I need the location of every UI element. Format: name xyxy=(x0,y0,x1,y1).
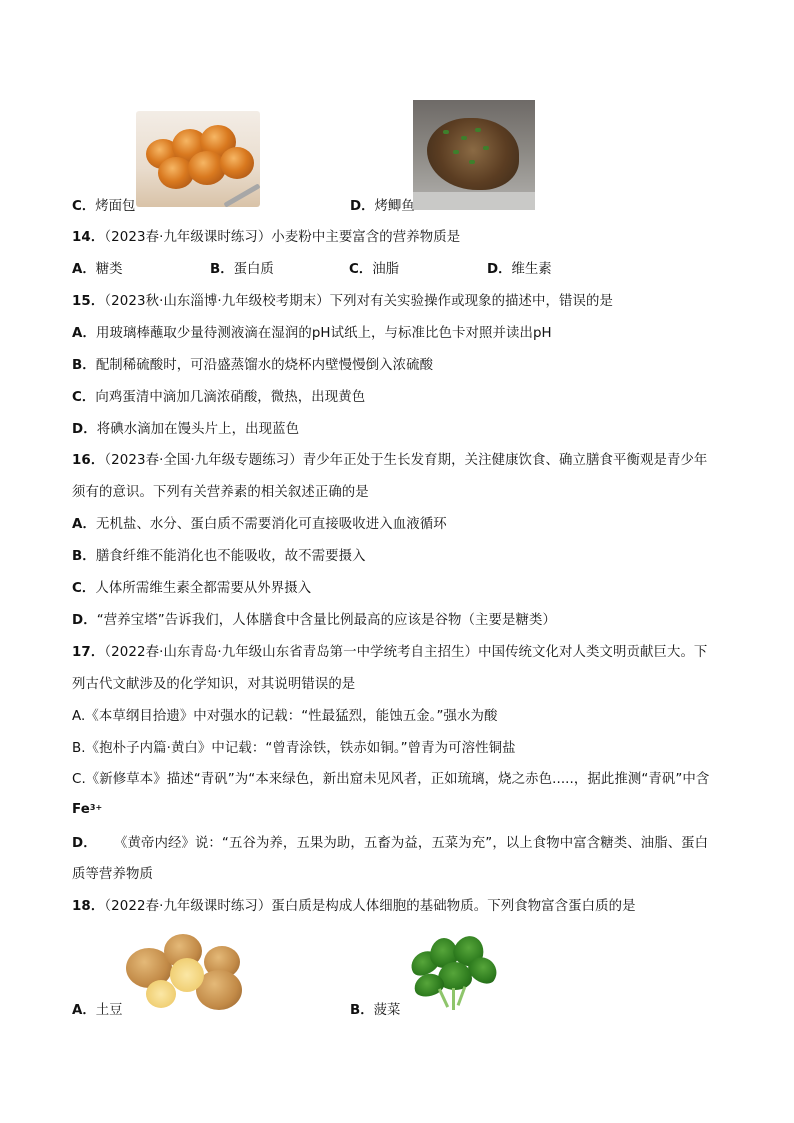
question-text: （2023秋·山东淄博·九年级校考期末）下列对有关实验操作或现象的描述中，错误的是 xyxy=(104,294,613,309)
q15-option-a xyxy=(72,325,552,343)
option-text: 烤面包 xyxy=(95,199,136,214)
option-text: 土豆 xyxy=(95,1003,123,1018)
q18-option-b xyxy=(350,1002,400,1020)
q15-stem xyxy=(72,293,613,311)
option-text: 用玻璃棒蘸取少量待测液滴在湿润的pH试纸上，与标准比色卡对照并读出pH xyxy=(95,326,552,341)
option-text: 人体所需维生素全都需要从外界摄入 xyxy=(95,581,312,596)
option-text: 维生素 xyxy=(511,262,552,277)
option-text: 烤鲫鱼 xyxy=(374,199,415,214)
option-letter: A． xyxy=(72,1003,96,1018)
q16-option-c xyxy=(72,580,311,598)
iron-ion: Fe xyxy=(72,802,90,817)
question-text: （2022春·山东青岛·九年级山东省青岛第一中学统考自主招生）中国传统文化对人类文明贡献巨大。下 xyxy=(104,645,708,660)
ion-charge: 3+ xyxy=(89,803,103,812)
option-letter: C． xyxy=(72,199,96,214)
option-letter: B． xyxy=(350,1003,374,1018)
q13-option-c xyxy=(72,198,135,216)
grilled-fish-image xyxy=(413,100,535,210)
q17-option-b: B.《抱朴子内篇·黄白》中记载：“曾青涂铁，铁赤如铜。”曾青为可溶性铜盐 xyxy=(72,741,516,756)
question-number: 15． xyxy=(72,294,105,309)
question-number: 18． xyxy=(72,899,105,914)
potatoes-image xyxy=(124,930,246,1012)
question-text: （2023春·九年级课时练习）小麦粉中主要富含的营养物质是 xyxy=(104,230,461,245)
q17-stem-line2: 列古代文献涉及的化学知识，对其说明错误的是 xyxy=(72,677,356,692)
question-number: 17． xyxy=(72,645,105,660)
option-letter: C． xyxy=(72,390,96,405)
q13-option-d xyxy=(350,198,415,216)
q14-option-a xyxy=(72,261,123,279)
q14-option-c xyxy=(349,261,399,279)
question-number: 16． xyxy=(72,453,105,468)
q16-option-d xyxy=(72,612,556,630)
q15-option-d xyxy=(72,421,299,439)
option-text: “营养宝塔”告诉我们，人体膳食中含量比例最高的应该是谷物（主要是糖类） xyxy=(96,613,556,628)
question-number: 14． xyxy=(72,230,105,245)
q17-option-a: A.《本草纲目拾遗》中对强水的记载：“性最猛烈，能蚀五金。”强水为酸 xyxy=(72,709,498,724)
q16-option-b xyxy=(72,548,366,566)
q17-option-c-line1: C.《新修草本》描述“青矾”为“本来绿色，新出窟未见风者，正如琉璃，烧之赤色.....，据此推测“青矾”中含 xyxy=(72,772,710,787)
option-letter: B． xyxy=(72,549,96,564)
option-letter: D． xyxy=(72,422,97,437)
option-letter: D． xyxy=(487,262,512,277)
q17-option-c-line2 xyxy=(72,801,102,819)
q18-stem xyxy=(72,898,636,916)
option-text: 菠菜 xyxy=(373,1003,401,1018)
option-letter: A． xyxy=(72,517,96,532)
option-text: 蛋白质 xyxy=(233,262,274,277)
roasted-bread-image xyxy=(136,111,260,207)
q14-option-d xyxy=(487,261,552,279)
q17-option-d-line2: 质等营养物质 xyxy=(72,867,153,882)
q18-option-a xyxy=(72,1002,123,1020)
option-text: 无机盐、水分、蛋白质不需要消化可直接吸收进入血液循环 xyxy=(95,517,447,532)
option-letter: B． xyxy=(72,358,96,373)
option-text: 糖类 xyxy=(95,262,123,277)
option-letter: A． xyxy=(72,262,96,277)
option-letter: D． xyxy=(350,199,375,214)
option-letter: C． xyxy=(349,262,373,277)
option-text: 油脂 xyxy=(372,262,399,277)
question-text: （2023春·全国·九年级专题练习）青少年正处于生长发育期，关注健康饮食、确立膳食平衡观是青少年 xyxy=(104,453,708,468)
q16-stem-line2: 须有的意识。下列有关营养素的相关叙述正确的是 xyxy=(72,485,369,500)
option-text: 配制稀硫酸时，可沿盛蒸馏水的烧杯内壁慢慢倒入浓硫酸 xyxy=(95,358,434,373)
q16-option-a xyxy=(72,516,447,534)
option-text: 膳食纤维不能消化也不能吸收，故不需要摄入 xyxy=(95,549,366,564)
q14-stem xyxy=(72,229,460,247)
q16-stem-line1 xyxy=(72,452,707,470)
spinach-image xyxy=(402,932,502,1012)
option-letter: C． xyxy=(72,581,96,596)
question-text: （2022春·九年级课时练习）蛋白质是构成人体细胞的基础物质。下列食物富含蛋白质的是 xyxy=(104,899,636,914)
option-letter: D． xyxy=(72,836,97,851)
q17-stem-line1 xyxy=(72,644,707,662)
q14-option-b xyxy=(210,261,274,279)
option-text: 将碘水滴加在馒头片上，出现蓝色 xyxy=(96,422,300,437)
option-text: 向鸡蛋清中滴加几滴浓硝酸，微热，出现黄色 xyxy=(95,390,366,405)
option-letter: A． xyxy=(72,326,96,341)
q17-option-d-line1 xyxy=(72,835,708,853)
option-text: 《黄帝内经》说：“五谷为养，五果为助，五畜为益，五菜为充”，以上食物中富含糖类、油脂、蛋白 xyxy=(114,836,709,851)
q15-option-b xyxy=(72,357,433,375)
q15-option-c xyxy=(72,389,365,407)
option-letter: B． xyxy=(210,262,234,277)
option-letter: D． xyxy=(72,613,97,628)
